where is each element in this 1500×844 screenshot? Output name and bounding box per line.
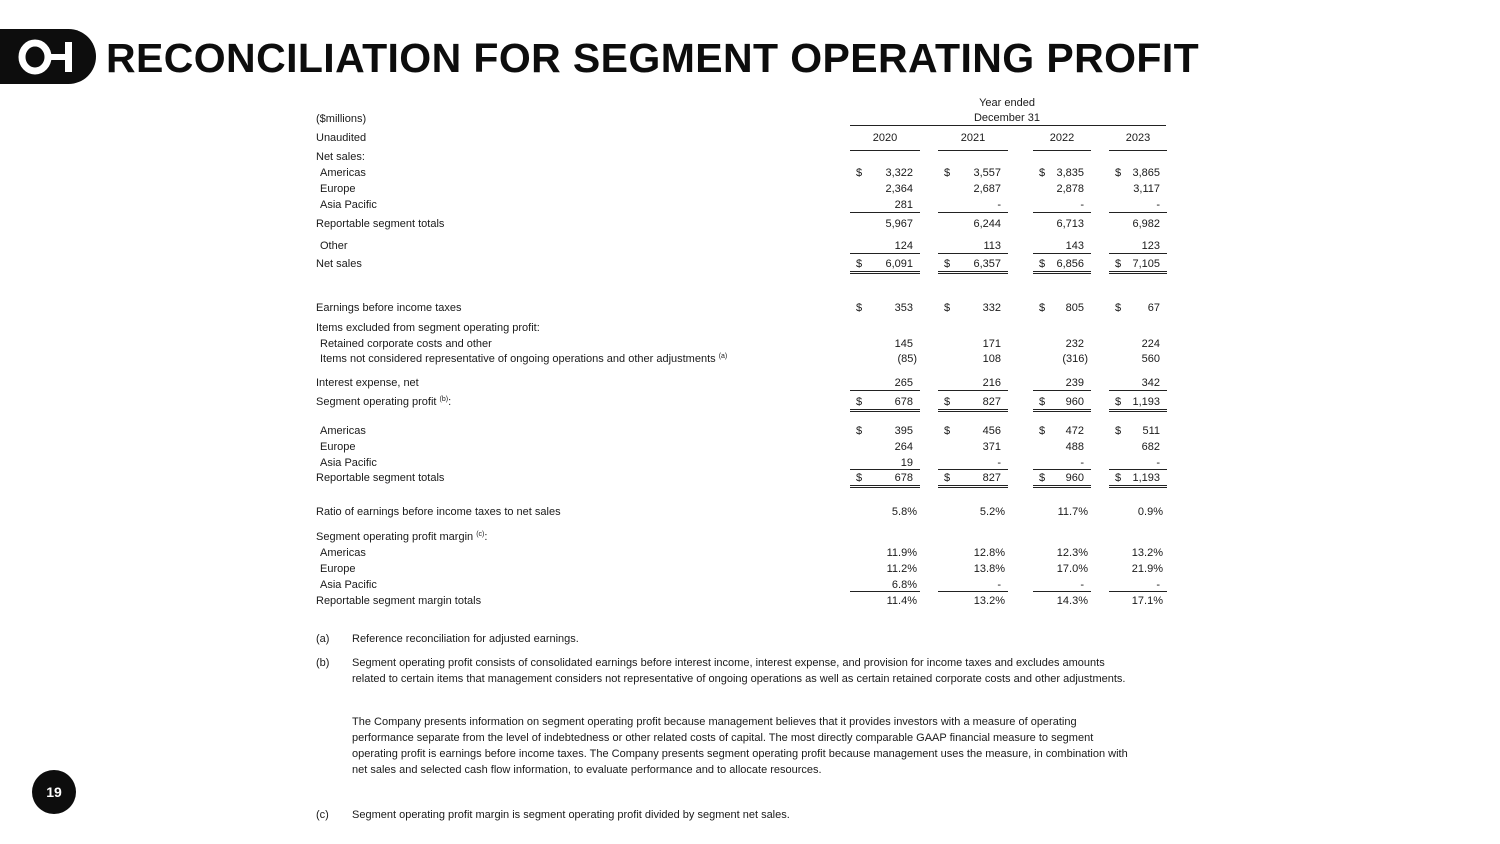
footnote-mark: (b) (316, 657, 330, 669)
currency-symbol: $ (856, 167, 863, 179)
cell-value: 6,713 (1056, 218, 1084, 230)
currency-symbol: $ (1039, 425, 1046, 437)
subtotal-rule (1109, 212, 1167, 213)
cell-value: 6.8% (891, 579, 917, 591)
year-rule (850, 150, 920, 151)
subtotal-rule (1109, 390, 1167, 391)
cell-value: 3,835 (1056, 167, 1084, 179)
row-label: Reportable segment totals (316, 472, 445, 484)
row-label: Retained corporate costs and other (320, 338, 492, 350)
cell-value: 17.1% (1131, 595, 1163, 607)
total-rule (850, 411, 920, 412)
label-suffix: : (484, 531, 488, 543)
row-label: Reportable segment totals (316, 218, 445, 230)
total-rule (1109, 485, 1167, 486)
units-label: ($millions) (316, 113, 367, 125)
currency-symbol: $ (1115, 396, 1122, 408)
currency-symbol: $ (1115, 472, 1122, 484)
cell-value: 3,322 (885, 167, 913, 179)
cell-value: 232 (1065, 338, 1084, 350)
row-label: Ratio of earnings before income taxes to net sales (316, 506, 561, 518)
footnote-text: Segment operating profit margin is segment operating profit divided by segment net sales. (352, 809, 790, 821)
cell-value: 108 (982, 353, 1001, 365)
cell-value: 13.2% (973, 595, 1005, 607)
cell-value: 7,105 (1132, 258, 1160, 270)
subtotal-rule (850, 390, 920, 391)
currency-symbol: $ (944, 396, 951, 408)
currency-symbol: $ (1039, 258, 1046, 270)
cell-value: 21.9% (1131, 563, 1163, 575)
cell-value: 511 (1142, 425, 1160, 437)
total-rule (850, 485, 920, 486)
cell-value: 113 (983, 240, 1001, 252)
cell-value: 2,687 (973, 183, 1001, 195)
row-label: Asia Pacific (320, 199, 377, 211)
cell-value: 17.0% (1056, 563, 1088, 575)
subtotal-rule (1109, 469, 1167, 470)
subtotal-rule (850, 212, 920, 213)
cell-value: 5,967 (885, 218, 913, 230)
cell-value: 682 (1141, 441, 1160, 453)
footnote-text: related to certain items that management considers not representative of ongoing operations as well as certain retained corporate costs and other adjustments. (352, 673, 1126, 685)
currency-symbol: $ (856, 302, 863, 314)
cell-value: 332 (982, 302, 1001, 314)
currency-symbol: $ (1115, 258, 1122, 270)
cell-value: 11.4% (886, 595, 917, 607)
row-label: Europe (320, 441, 356, 453)
row-label: Americas (320, 167, 366, 179)
currency-symbol: $ (856, 472, 863, 484)
row-label-text: Segment operating profit (316, 396, 437, 408)
net-sales-header: Net sales: (316, 151, 365, 163)
footnote-c (316, 807, 1176, 823)
cell-value: 6,856 (1056, 258, 1084, 270)
subtotal-rule (850, 469, 920, 470)
footnote-text: operating profit is earnings before income taxes. The Company presents segment operating profit because management uses the measure, in combination with (352, 748, 1128, 760)
year-header: 2023 (1125, 132, 1151, 144)
cell-value: 6,357 (973, 258, 1001, 270)
cell-value: - (997, 199, 1001, 211)
row-label: Asia Pacific (320, 457, 377, 469)
total-rule (1109, 273, 1167, 274)
total-rule (850, 271, 920, 272)
cell-value: 2,878 (1056, 183, 1084, 195)
footnote-b (316, 655, 1176, 687)
currency-symbol: $ (944, 302, 951, 314)
total-rule (1109, 409, 1167, 410)
footnote-ref: (a) (718, 353, 728, 360)
cell-value: 3,865 (1132, 167, 1160, 179)
footnote-mark: (a) (316, 633, 330, 645)
subtotal-rule (1033, 390, 1091, 391)
footnote-a (316, 631, 1176, 647)
cell-value: 6,982 (1132, 218, 1160, 230)
total-rule (1033, 273, 1091, 274)
cell-value: 488 (1065, 441, 1084, 453)
total-rule (850, 409, 920, 410)
cell-value: 3,117 (1133, 183, 1160, 195)
cell-value: 11.9% (886, 547, 917, 559)
cell-value: 6,244 (973, 218, 1001, 230)
cell-value: 678 (894, 396, 913, 408)
subtotal-rule (1033, 212, 1091, 213)
cell-value: (316) (1062, 353, 1088, 365)
label-suffix: : (448, 396, 452, 408)
subtotal-rule (850, 253, 920, 254)
row-label-text: Segment operating profit margin (316, 531, 474, 543)
currency-symbol: $ (856, 425, 863, 437)
subtotal-rule (938, 253, 1008, 254)
period-header-line2: December 31 (973, 112, 1041, 124)
period-header-line1: Year ended (979, 97, 1035, 109)
row-label: Americas (320, 425, 366, 437)
cell-value: 560 (1141, 353, 1160, 365)
cell-value: - (997, 579, 1001, 591)
cell-value: 67 (1147, 302, 1160, 314)
row-label: Interest expense, net (316, 377, 419, 389)
total-rule (1033, 409, 1091, 410)
total-rule (938, 273, 1008, 274)
footnote-b-paragraph (316, 714, 1176, 778)
subtotal-rule (938, 591, 1008, 592)
year-rule (1033, 150, 1091, 151)
footnote-text: net sales and selected cash flow information, to evaluate performance and to allocate resources. (352, 764, 822, 776)
cell-value: - (1156, 199, 1160, 211)
currency-symbol: $ (1039, 167, 1046, 179)
total-rule (938, 485, 1008, 486)
currency-symbol: $ (1115, 302, 1122, 314)
cell-value: 124 (894, 240, 913, 252)
cell-value: 2,364 (885, 183, 913, 195)
currency-symbol: $ (1115, 425, 1122, 437)
cell-value: 472 (1065, 425, 1084, 437)
cell-value: - (1080, 457, 1084, 469)
cell-value: 19 (900, 457, 913, 469)
year-header: 2022 (1049, 132, 1075, 144)
total-rule (1033, 271, 1091, 272)
row-label: Other (320, 240, 348, 252)
cell-value: - (997, 457, 1001, 469)
unaudited-label: Unaudited (316, 132, 367, 144)
subtotal-rule (1033, 591, 1091, 592)
subtotal-rule (850, 591, 920, 592)
total-rule (1109, 271, 1167, 272)
page-title: RECONCILIATION FOR SEGMENT OPERATING PROFIT (106, 35, 1200, 81)
total-rule (1109, 411, 1167, 412)
year-header: 2020 (872, 132, 898, 144)
subtotal-rule (938, 212, 1008, 213)
currency-symbol: $ (1039, 302, 1046, 314)
cell-value: 456 (982, 425, 1001, 437)
year-rule (938, 150, 1008, 151)
total-rule (938, 409, 1008, 410)
footnote-text: Segment operating profit consists of consolidated earnings before interest income, interest expense, and provision for income taxes and excludes amounts (352, 657, 1105, 669)
cell-value: 342 (1141, 377, 1160, 389)
row-label: Americas (320, 547, 366, 559)
subtotal-rule (938, 469, 1008, 470)
row-label: Asia Pacific (320, 579, 377, 591)
row-label: Europe (320, 183, 356, 195)
cell-value: 5.2% (979, 506, 1005, 518)
currency-symbol: $ (944, 167, 951, 179)
subtotal-rule (1109, 591, 1167, 592)
cell-value: 0.9% (1137, 506, 1163, 518)
cell-value: 827 (982, 396, 1001, 408)
cell-value: 281 (894, 199, 913, 211)
cell-value: - (1156, 579, 1160, 591)
footnote-ref: (b) (439, 396, 449, 403)
row-label: Europe (320, 563, 356, 575)
currency-symbol: $ (944, 425, 951, 437)
cell-value: 960 (1065, 396, 1084, 408)
cell-value: 3,557 (973, 167, 1001, 179)
total-rule (938, 487, 1008, 488)
total-rule (1109, 487, 1167, 488)
row-label (316, 531, 487, 544)
subtotal-rule (938, 390, 1008, 391)
cell-value: 11.2% (886, 563, 917, 575)
cell-value: 239 (1065, 377, 1084, 389)
subtotal-rule (1033, 253, 1091, 254)
cell-value: - (1080, 579, 1084, 591)
cell-value: 678 (894, 472, 913, 484)
cell-value: 11.7% (1057, 506, 1088, 518)
cell-value: 13.2% (1131, 547, 1163, 559)
period-header-rule (850, 125, 1166, 126)
row-label: Reportable segment margin totals (316, 595, 482, 607)
total-rule (938, 271, 1008, 272)
currency-symbol: $ (1039, 472, 1046, 484)
cell-value: 224 (1141, 338, 1160, 350)
footnote-ref: (c) (476, 531, 485, 538)
footnote-mark: (c) (316, 809, 329, 821)
page-number: 19 (32, 770, 76, 814)
cell-value: - (1080, 199, 1084, 211)
cell-value: 6,091 (885, 258, 913, 270)
row-label: Earnings before income taxes (316, 302, 462, 314)
cell-value: 171 (982, 338, 1001, 350)
total-rule (938, 411, 1008, 412)
total-rule (1033, 487, 1091, 488)
cell-value: 216 (982, 377, 1001, 389)
currency-symbol: $ (1039, 396, 1046, 408)
cell-value: 143 (1065, 240, 1084, 252)
subtotal-rule (1033, 469, 1091, 470)
year-header: 2021 (960, 132, 986, 144)
currency-symbol: $ (1115, 167, 1122, 179)
subtotal-rule (1109, 253, 1167, 254)
currency-symbol: $ (944, 258, 951, 270)
currency-symbol: $ (944, 472, 951, 484)
cell-value: 123 (1141, 240, 1160, 252)
cell-value: 353 (894, 302, 913, 314)
row-label (320, 353, 727, 366)
cell-value: 960 (1065, 472, 1084, 484)
row-label: Net sales (316, 258, 362, 270)
total-rule (1033, 411, 1091, 412)
footnote-text: The Company presents information on segment operating profit because management believes that it provides investors with a measure of operating (352, 716, 1077, 728)
currency-symbol: $ (856, 396, 863, 408)
cell-value: 395 (894, 425, 913, 437)
cell-value: 805 (1065, 302, 1084, 314)
cell-value: 827 (982, 472, 1001, 484)
total-rule (1033, 485, 1091, 486)
year-rule (1109, 150, 1167, 151)
cell-value: 1,193 (1132, 396, 1160, 408)
cell-value: 14.3% (1056, 595, 1088, 607)
cell-value: 145 (894, 338, 913, 350)
cell-value: 264 (894, 441, 913, 453)
cell-value: 371 (982, 441, 1001, 453)
items-excluded-header: Items excluded from segment operating profit: (316, 322, 540, 334)
total-rule (850, 487, 920, 488)
cell-value: - (1156, 457, 1160, 469)
currency-symbol: $ (856, 258, 863, 270)
row-label-text: Items not considered representative of ongoing operations and other adjustments (320, 353, 716, 365)
total-rule (850, 273, 920, 274)
cell-value: (85) (897, 353, 917, 365)
row-label (316, 396, 451, 409)
cell-value: 1,193 (1132, 472, 1160, 484)
cell-value: 265 (894, 377, 913, 389)
cell-value: 13.8% (973, 563, 1005, 575)
footnote-text: performance separate from the level of indebtedness or other related costs of capital. The most directly comparable GAAP financial measure to segment (352, 732, 1094, 744)
cell-value: 12.3% (1056, 547, 1088, 559)
cell-value: 5.8% (891, 506, 917, 518)
cell-value: 12.8% (973, 547, 1005, 559)
footnote-text: Reference reconciliation for adjusted earnings. (352, 633, 579, 645)
